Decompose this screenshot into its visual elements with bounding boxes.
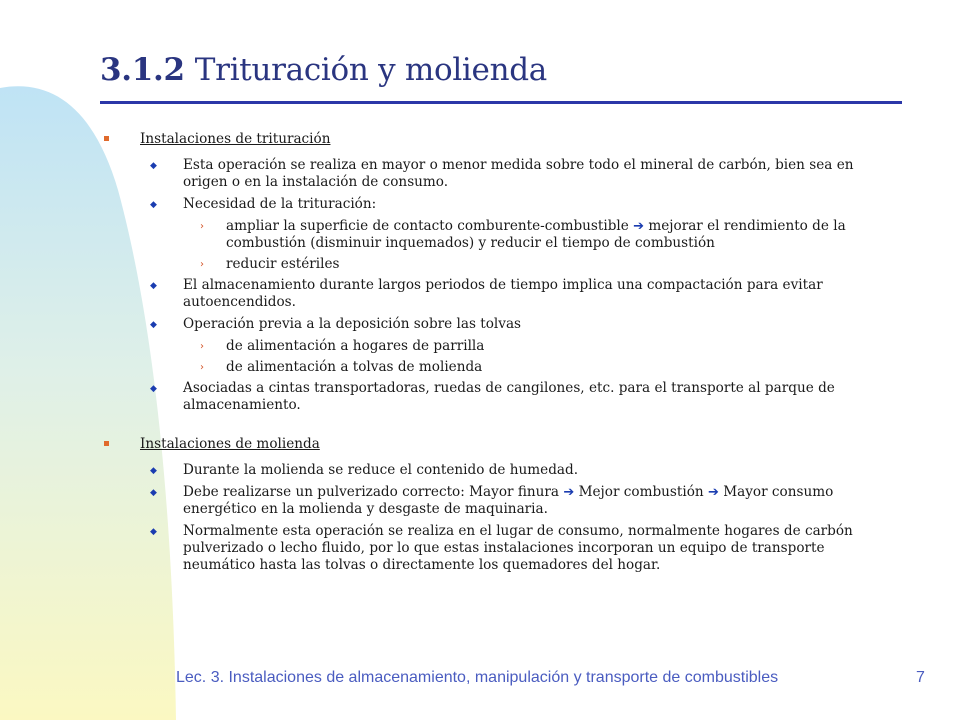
diamond-bullet-icon: ◆ [150,384,157,394]
bullet-text: reducir estériles [226,256,340,272]
bullet-text: Mayor consumo energético en la molienda y desgaste de maquinaria. [183,484,834,517]
section-heading-trituracion[interactable]: Instalaciones de trituración [140,131,331,147]
slide-title [100,52,547,88]
square-bullet-icon [104,136,109,141]
arrow-right-icon: ➔ [633,219,645,234]
bullet-text: Mejor combustión [578,484,704,500]
bullet-level3 [100,218,895,252]
chevron-bullet-icon: › [200,362,204,373]
diamond-bullet-icon: ◆ [150,320,157,330]
slide-content [100,131,895,579]
bullet-text: de alimentación a tolvas de molienda [226,359,483,375]
slide-footer: Lec. 3. Instalaciones de almacenamiento, manipulación y transporte de combustibles [176,669,779,686]
diamond-bullet-icon: ◆ [150,281,157,291]
bullet-level3 [100,256,895,273]
bullet-level2 [100,277,895,311]
bullet-text: Necesidad de la trituración: [183,196,377,212]
bullet-level2 [100,484,895,518]
bullet-text: El almacenamiento durante largos periodos de tiempo implica una compactación para evitar autoencendidos. [183,277,823,310]
bullet-level2 [100,157,895,191]
page-number: 7 [916,669,925,686]
bullet-text: Esta operación se realiza en mayor o menor medida sobre todo el mineral de carbón, bien sea en origen o en la instalación de consumo. [183,157,854,190]
bullet-level2 [100,523,895,574]
bullet-level1 [100,436,895,453]
bullet-level3 [100,338,895,355]
bullet-text: Operación previa a la deposición sobre las tolvas [183,316,522,332]
bullet-level2 [100,196,895,213]
bullet-level2 [100,462,895,479]
bullet-text: Debe realizarse un pulverizado correcto: Mayor finura [183,484,560,500]
chevron-bullet-icon: › [200,259,204,270]
bullet-text: de alimentación a hogares de parrilla [226,338,485,354]
section-heading-molienda[interactable]: Instalaciones de molienda [140,436,320,452]
bullet-level1 [100,131,895,148]
diamond-bullet-icon: ◆ [150,488,157,498]
chevron-bullet-icon: › [200,221,204,232]
bullet-text: ampliar la superficie de contacto comburente-combustible [226,218,629,234]
bullet-level2 [100,316,895,333]
bullet-level2 [100,380,895,414]
bullet-text: Durante la molienda se reduce el contenido de humedad. [183,462,579,478]
title-text: Trituración y molienda [194,52,547,88]
diamond-bullet-icon: ◆ [150,527,157,537]
bullet-level3 [100,359,895,376]
bullet-text: Asociadas a cintas transportadoras, ruedas de cangilones, etc. para el transporte al parque de almacenamiento. [183,380,835,413]
bullet-text: Normalmente esta operación se realiza en el lugar de consumo, normalmente hogares de carbón pulverizado o lecho fluido, por lo que estas instalaciones incorporan un equipo de transporte neumático hasta las tolvas o directamente los quemadores del hogar. [183,523,853,573]
section-trituracion [100,131,895,414]
diamond-bullet-icon: ◆ [150,466,157,476]
title-number: 3.1.2 [100,52,185,88]
square-bullet-icon [104,441,109,446]
section-molienda [100,436,895,574]
diamond-bullet-icon: ◆ [150,161,157,171]
diamond-bullet-icon: ◆ [150,200,157,210]
title-underline [100,101,902,104]
arrow-right-icon: ➔ [563,485,575,500]
arrow-right-icon: ➔ [707,485,719,500]
chevron-bullet-icon: › [200,341,204,352]
bullet-text: mejorar el rendimiento de la combustión (disminuir inquemados) y reducir el tiempo de combustión [226,218,846,251]
